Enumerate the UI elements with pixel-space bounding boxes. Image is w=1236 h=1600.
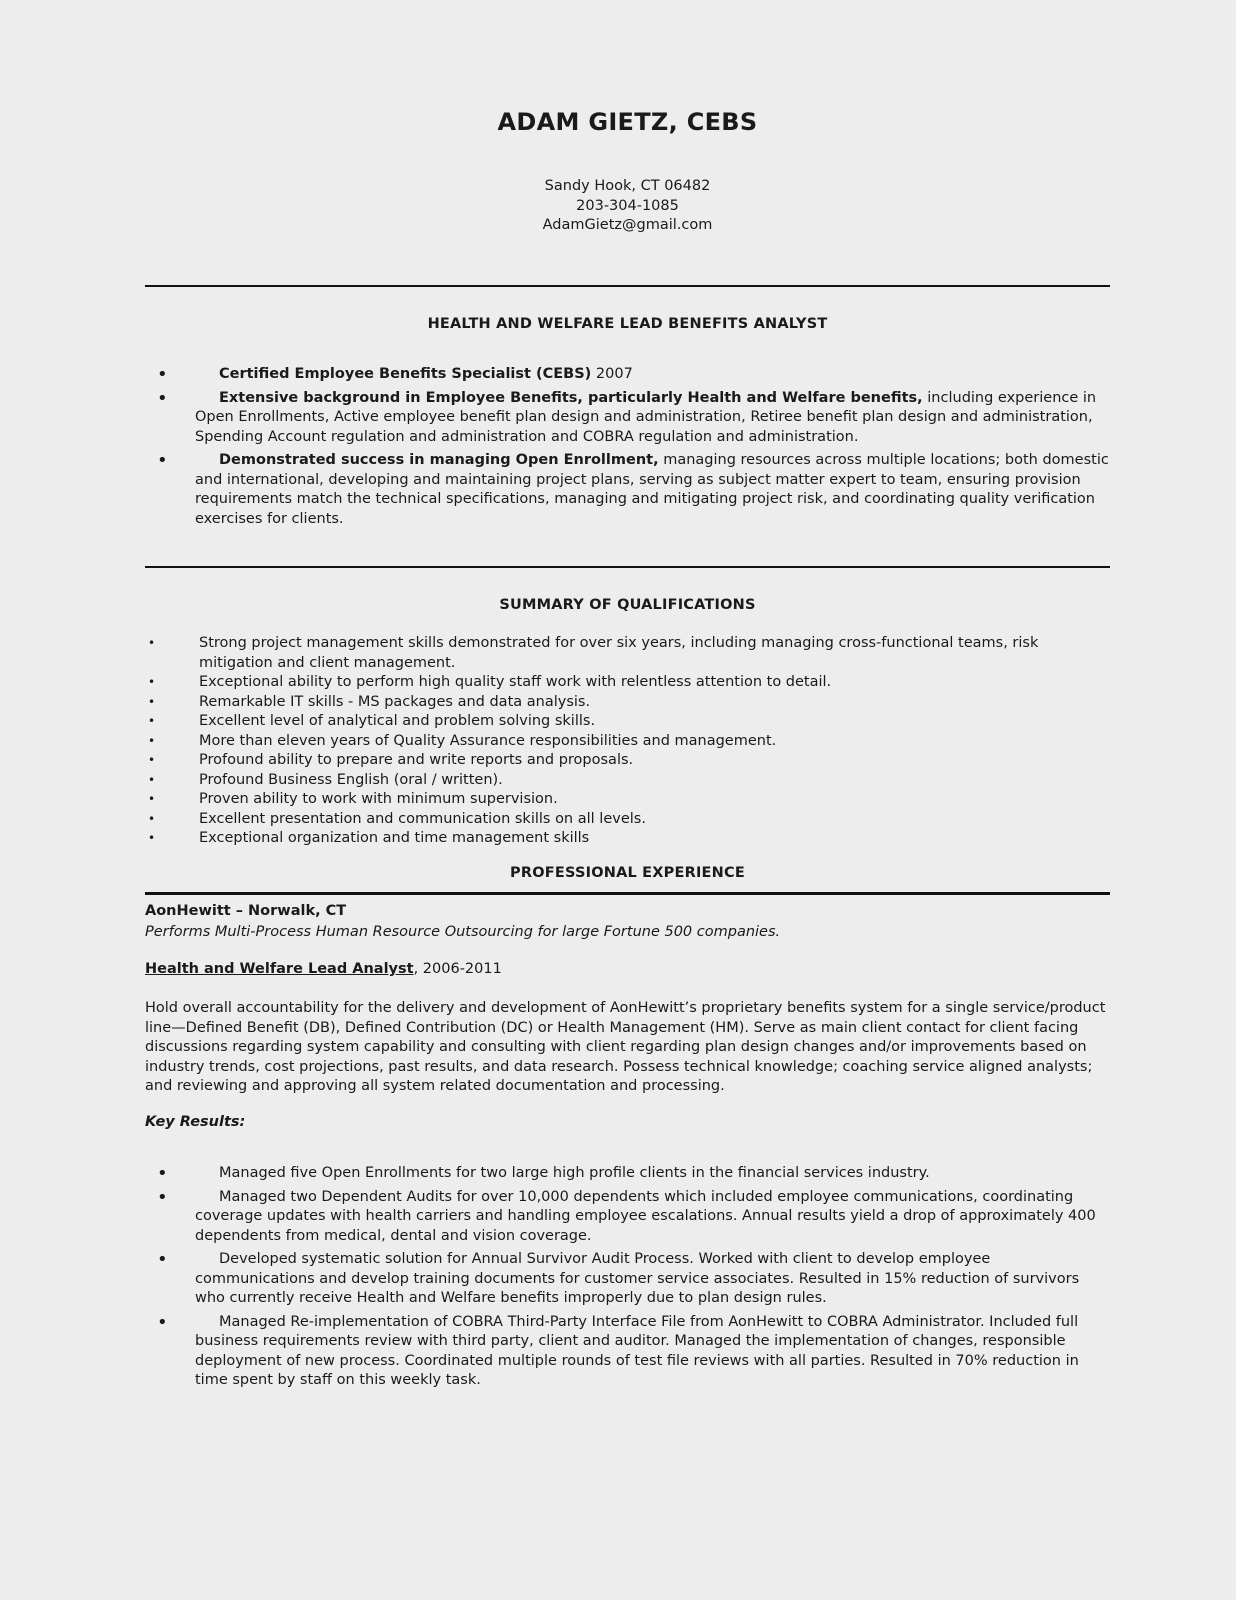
divider (145, 892, 1110, 895)
key-result-item (145, 1250, 1110, 1309)
contact-location: Sandy Hook, CT 06482 (544, 178, 711, 194)
qualification-item (145, 634, 1110, 673)
qualifications-heading: SUMMARY OF QUALIFICATIONS (499, 597, 756, 613)
qualification-text: Exceptional organization and time management skills (199, 830, 590, 846)
bullet-icon: • (157, 387, 168, 409)
bullet-icon: • (157, 1249, 168, 1270)
key-results-label: Key Results: (145, 1114, 246, 1130)
profile-item-text: including experience in Open Enrollments, Active employee benefit plan design and administration, Retiree benefit plan design and administration, Spending Account regulation and administration and COBRA regulation and administration. (195, 389, 1097, 445)
contact-phone: 203-304-1085 (576, 197, 679, 214)
key-result-text: Managed five Open Enrollments for two large high profile clients in the financial services industry. (219, 1165, 930, 1181)
qualification-item (145, 732, 1110, 752)
qualification-text: Remarkable IT skills - MS packages and data analysis. (199, 693, 591, 710)
qualification-text: Profound ability to prepare and write reports and proposals. (199, 752, 634, 768)
qualification-item (145, 693, 1110, 713)
profile-item-text: 2007 (591, 366, 633, 382)
qualification-text: Proven ability to work with minimum supervision. (199, 791, 558, 807)
qualification-text: More than eleven years of Quality Assurance responsibilities and management. (199, 732, 777, 749)
profile-item-text: managing resources across multiple locations; both domestic and international, developing and maintaining project plans, serving as subject matter expert to team, ensuring provision requirements match the technical specifications, managing and mitigating project risk, and coordinating quality verification exercises for clients. (195, 452, 1109, 527)
profile-item-bold: Extensive background in Employee Benefits, particularly Health and Welfare benefits, (219, 389, 923, 406)
divider (145, 566, 1110, 568)
qualifications-list (145, 634, 1110, 849)
bullet-icon: • (148, 636, 156, 650)
key-result-text: Developed systematic solution for Annual Survivor Audit Process. Worked with client to develop employee communications and develop training documents for customer service associates. Resulted in 15% reduction of survivors who currently receive Health and Welfare benefits improperly due to plan design rules. (195, 1251, 1080, 1306)
profile-item (145, 451, 1110, 529)
contact-email: AdamGietz@gmail.com (542, 217, 713, 233)
bullet-icon: • (148, 675, 156, 689)
qualification-item (145, 829, 1110, 849)
key-result-item (145, 1313, 1110, 1391)
qualification-text: Excellent level of analytical and problem solving skills. (199, 713, 596, 729)
qualification-item (145, 712, 1110, 732)
bullet-icon: • (148, 733, 156, 748)
qualification-item (145, 673, 1110, 693)
bullet-icon: • (148, 714, 156, 728)
bullet-icon: • (148, 811, 156, 826)
profile-item (145, 365, 1110, 385)
profile-list (145, 365, 1110, 533)
profile-item-bold: Certified Employee Benefits Specialist (CEBS) (219, 366, 592, 382)
profile-heading: HEALTH AND WELFARE LEAD BENEFITS ANALYST (427, 316, 828, 332)
job-title: Health and Welfare Lead Analyst (145, 961, 414, 977)
qualification-item (145, 751, 1110, 771)
qualification-item (145, 790, 1110, 810)
qualification-item (145, 810, 1110, 830)
profile-item (145, 389, 1110, 448)
bullet-icon: • (157, 450, 168, 471)
bullet-icon: • (157, 1311, 168, 1333)
qualification-text: Profound Business English (oral / written). (199, 771, 503, 788)
company-name: AonHewitt – Norwalk, CT (145, 903, 347, 919)
key-results-list (145, 1164, 1110, 1395)
candidate-name: ADAM GIETZ, CEBS (497, 108, 758, 136)
key-result-item (145, 1188, 1110, 1247)
bullet-icon: • (148, 694, 156, 709)
job-summary: Hold overall accountability for the delivery and development of AonHewitt’s proprietary benefits system for a single service/product line—Defined Benefit (DB), Defined Contribution (DC) or Health Management (HM). Serve as main client contact for client facing discussions regarding system capability and consulting with client regarding plan design changes and/or improvements based on industry trends, cost projections, past results, and data research. Possess technical knowledge; coaching service aligned analysts; and reviewing and approving all system related documentation and processing. (145, 1000, 1106, 1094)
key-result-item (145, 1164, 1110, 1184)
profile-item-bold: Demonstrated success in managing Open Enrollment, (219, 452, 659, 468)
bullet-icon: • (148, 753, 156, 767)
qualification-text: Excellent presentation and communication skills on all levels. (199, 810, 646, 827)
divider (145, 285, 1110, 287)
job-heading (145, 961, 1110, 977)
qualification-item (145, 771, 1110, 791)
bullet-icon: • (157, 1163, 168, 1184)
job-dates: , 2006-2011 (413, 961, 502, 977)
bullet-icon: • (148, 772, 156, 787)
experience-heading: PROFESSIONAL EXPERIENCE (510, 865, 745, 881)
bullet-icon: • (148, 831, 156, 845)
qualification-text: Strong project management skills demonstrated for over six years, including managing cross-functional teams, risk mitigation and client management. (199, 635, 1039, 671)
key-result-text: Managed two Dependent Audits for over 10,000 dependents which included employee communications, coordinating coverage updates with health carriers and handling employee escalations. Annual results yield a drop of approximately 400 dependents from medical, dental and vision coverage. (195, 1188, 1096, 1244)
bullet-icon: • (157, 364, 168, 385)
bullet-icon: • (157, 1186, 168, 1208)
bullet-icon: • (148, 792, 156, 806)
contact-block (145, 177, 1110, 236)
key-result-text: Managed Re-implementation of COBRA Third-Party Interface File from AonHewitt to COBRA Administrator. Included full business requirements review with third party, client and auditor. Managed the implementation of changes, responsible deployment of new process. Coordinated multiple rounds of test file reviews with all parties. Resulted in 70% reduction in time spent by staff on this weekly task. (195, 1313, 1079, 1388)
company-description: Performs Multi-Process Human Resource Outsourcing for large Fortune 500 companies. (145, 924, 781, 940)
qualification-text: Exceptional ability to perform high quality staff work with relentless attention to detail. (199, 674, 832, 690)
